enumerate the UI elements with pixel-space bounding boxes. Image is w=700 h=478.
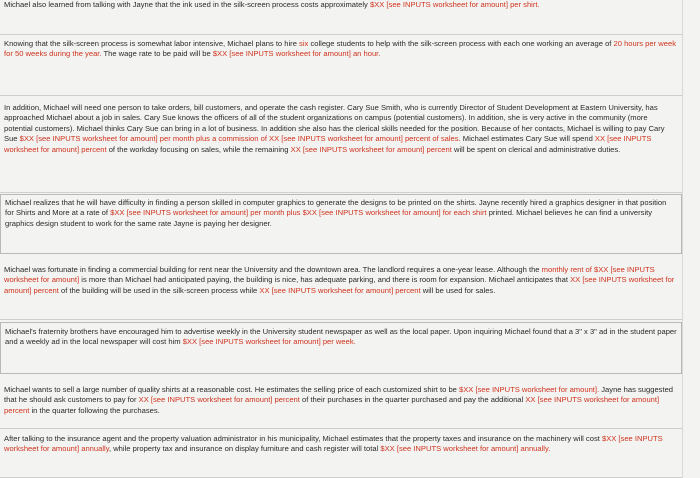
- paragraph-text: is more than Michael had anticipated paying, the building is nice, has adequate parking, and there is room for expansion. Michael anticipates that: [79, 275, 571, 285]
- inputs-reference-text: six: [299, 39, 309, 48]
- paragraph-ink-cost: [0, 0, 682, 35]
- paragraph-text: will be spent on clerical and administrative duties.: [451, 144, 621, 154]
- paragraph-text: Jayne has suggested that he should ask customers to pay for: [4, 385, 674, 405]
- inputs-reference-text: $XX [see INPUTS worksheet for amount] an hour.: [212, 49, 381, 59]
- inputs-reference-text: 20 hours per week for 50 weeks during the year.: [4, 39, 676, 59]
- paragraph-text: Knowing that the silk-screen process is somewhat labor intensive, Michael plans to hire: [4, 39, 300, 48]
- inputs-reference-text: XX [see INPUTS worksheet for amount] percent: [4, 395, 660, 415]
- paragraph-text: of their purchases in the quarter purchased and pay the additional: [299, 395, 526, 405]
- inputs-reference-text: XX [see INPUTS worksheet for amount] percent: [4, 134, 652, 154]
- inputs-reference-text: XX [see INPUTS worksheet for amount] percent: [138, 395, 300, 405]
- inputs-reference-text: XX [see INPUTS worksheet for amount] percent: [259, 285, 421, 295]
- paragraph-text: in the quarter following the purchases.: [29, 405, 160, 415]
- inputs-reference-text: $XX [see INPUTS worksheet for amount] per month plus a commission of XX [see INPUTS worksheet for amount] percent of sales.: [19, 134, 461, 144]
- paragraph-text: Michael estimates Cary Sue will spend: [460, 134, 595, 144]
- paragraph-student-labor: [0, 36, 682, 96]
- inputs-reference-text: $XX [see INPUTS worksheet for amount] per week.: [182, 337, 356, 347]
- inputs-reference-text: $XX [see INPUTS worksheet for amount] per shirt.: [369, 0, 540, 9]
- inputs-reference-text: $XX [see INPUTS worksheet for amount].: [459, 385, 600, 394]
- paragraph-text: printed. Michael believes he can find a university graphics design student to work for the same rate Jayne is paying her designer.: [5, 208, 653, 228]
- inputs-reference-text: XX [see INPUTS worksheet for amount] percent: [290, 144, 452, 154]
- paragraph-text: The wage rate to be paid will be: [101, 49, 213, 59]
- paragraph-text: Michael was fortunate in finding a commercial building for rent near the University and the downtown area. The landlord requires a one-year lease. Although the: [4, 265, 542, 274]
- paragraph-text: college students to help with the silk-screen process with each one working an average of: [308, 39, 614, 48]
- paragraph-text: Michael realizes that he will have difficulty in finding a person skilled in computer graphics to generate the designs to be printed on the shirts. Jayne recently hired a graphics designer in that position for Shirts and More at a rate of: [5, 198, 667, 218]
- paragraph-text: Michael also learned from talking with Jayne that the ink used in the silk-screen process costs approximately: [4, 0, 370, 9]
- paragraph-text: Michael wants to sell a large number of quality shirts at a reasonable cost. He estimates the selling price of each customized shirt to be: [4, 385, 460, 394]
- paragraph-text: In addition, Michael will need one person to take orders, bill customers, and operate the cash register. Cary Sue Smith, who is currently Director of Student Development at Eastern University, has approached Michael about a job in sales. Cary Sue knows the officers of all of the student organizations on campus (potential customers). In addition, she is very active in the community (more potential customers). Michael thinks Cary Sue can bring in a lot of business. In addition she also has the clerical skills needed for the position. Because of her contacts, Michael is willing to pay Cary Sue: [4, 103, 665, 144]
- inputs-reference-text: monthly rent of $XX [see INPUTS worksheet for amount]: [4, 265, 655, 285]
- paragraph-text: of the building will be used in the silk-screen process while: [58, 285, 260, 295]
- paragraph-text: of the workday focusing on sales, while the remaining: [106, 144, 291, 154]
- paragraph-selling-price: [0, 380, 682, 429]
- paragraph-graphics-designer: [0, 194, 682, 254]
- paragraph-building-rent: [0, 260, 682, 320]
- paragraph-text: , while property tax and insurance on display furniture and cash register will total: [108, 444, 381, 454]
- paragraph-advertising: [0, 322, 682, 374]
- paragraph-text: will be used for sales.: [420, 285, 496, 295]
- paragraph-text: Michael's fraternity brothers have encouraged him to advertise weekly in the University student newspaper as well as the local paper. Upon inquiring Michael found that a 3" x 3" ad in the student paper and a weekly ad in the local newspaper will cost him: [5, 327, 677, 347]
- column-border: [682, 0, 683, 478]
- paragraph-sales-person: [0, 97, 682, 193]
- inputs-reference-text: $XX [see INPUTS worksheet for amount] per month plus $XX [see INPUTS worksheet for amount] for each shirt: [110, 208, 487, 218]
- paragraph-text: After talking to the insurance agent and the property valuation administrator in his municipality, Michael estimates that the property taxes and insurance on the machinery will cost: [4, 434, 602, 443]
- paragraph-taxes-insurance: [0, 431, 682, 478]
- inputs-reference-text: XX [see INPUTS worksheet for amount] percent: [4, 275, 675, 295]
- inputs-reference-text: $XX [see INPUTS worksheet for amount] annually.: [380, 444, 551, 454]
- inputs-reference-text: $XX [see INPUTS worksheet for amount] annually: [4, 434, 663, 454]
